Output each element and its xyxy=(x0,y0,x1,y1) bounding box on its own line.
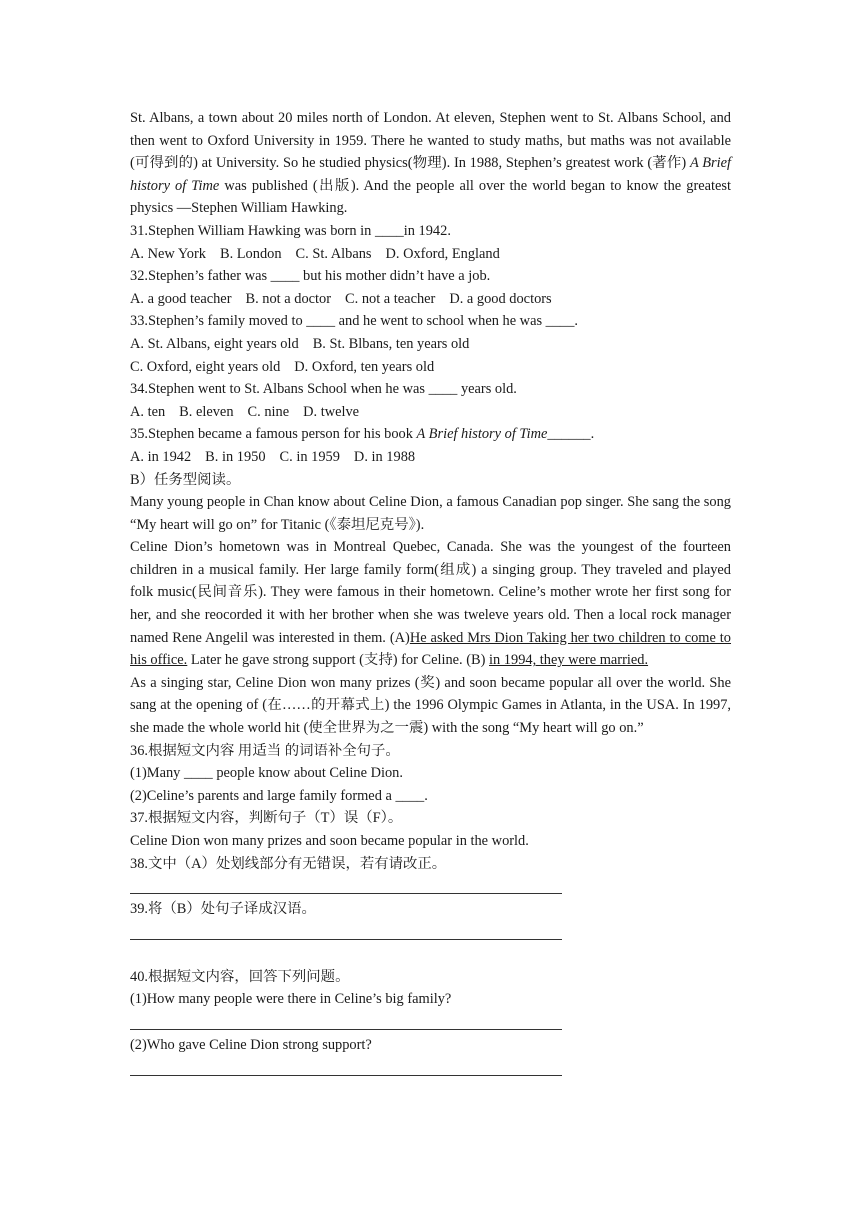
q40-stem: 40.根据短文内容，回答下列问题。 xyxy=(130,968,350,985)
passage-b-paragraph-3: As a singing star, Celine Dion won many prizes (奖) and soon became popular all over the world. She sang at the opening of (在……的开幕式上) the 1996 Olympic Games in Atlanta, in the USA. In 1997, she made the whole world hit (使全世界为之一震) with the song “My heart will go on.” xyxy=(130,674,731,737)
q34-option-a: A. ten xyxy=(130,403,166,420)
passage-a-text-2: was published (出版). And the people all over the world began to know the greatest physics —Stephen William Hawking. xyxy=(130,177,731,217)
passage-b-paragraph-2 xyxy=(130,536,731,672)
q37-sentence: Celine Dion won many prizes and soon became popular in the world. xyxy=(130,833,529,849)
spacer xyxy=(130,944,731,966)
q36-stem: 36.根据短文内容 用适当 的词语补全句子。 xyxy=(130,742,400,759)
q31-option-d: D. Oxford, England xyxy=(385,245,500,262)
q38-answer-line[interactable] xyxy=(130,875,562,894)
q31-stem: 31.Stephen William Hawking was born in ____in 1942. xyxy=(130,222,451,239)
underlined-sentence-b: in 1994, they were married. xyxy=(489,652,649,669)
book-title: A Brief history of Time xyxy=(130,155,731,194)
q34-option-c: C. nine xyxy=(247,403,290,420)
underlined-sentence-a: He asked Mrs Dion Taking her two children to come to his office. xyxy=(130,629,732,669)
q35-blank: ______. xyxy=(547,426,595,443)
passage-b-text-b: Later he gave strong support (支持) for Celine. (B) xyxy=(187,652,490,669)
q33-options-2 xyxy=(130,356,731,379)
q31-option-b: B. London xyxy=(219,245,282,262)
q33-option-d: D. Oxford, ten years old xyxy=(294,358,435,375)
q33-option-c: C. Oxford, eight years old xyxy=(130,358,281,375)
q35-options xyxy=(130,446,731,469)
q34-options xyxy=(130,401,731,424)
q33-options-1 xyxy=(130,333,731,356)
q35-option-a: A. in 1942 xyxy=(130,448,192,465)
section-b-heading: B）任务型阅读。 xyxy=(130,471,241,488)
q36-item-1: (1)Many ____ people know about Celine Dion. xyxy=(130,765,403,782)
q35-stem xyxy=(130,423,731,446)
q36-item-2: (2)Celine’s parents and large family formed a ____. xyxy=(130,787,428,804)
passage-a-text-1: St. Albans, a town about 20 miles north of London. At eleven, Stephen went to St. Albans School, and then went to Oxford University in 1959. There he wanted to study maths, but maths was not available (可得到的) at University. So he studied physics(物理). In 1988, Stephen’s greatest work (著作) xyxy=(130,110,731,172)
q38-stem: 38.文中（A）处划线部分有无错误，若有请改正。 xyxy=(130,855,447,872)
q34-stem: 34.Stephen went to St. Albans School when he was ____ years old. xyxy=(130,381,517,398)
q34-option-d: D. twelve xyxy=(303,403,360,420)
q35-option-c: C. in 1959 xyxy=(279,448,340,465)
q35-book-title: A Brief history of Time xyxy=(416,426,548,443)
q33-option-b: B. St. Blbans, ten years old xyxy=(312,335,470,352)
document-body xyxy=(130,107,731,1080)
q31-option-a: A. New York xyxy=(130,245,206,262)
q39-answer-line[interactable] xyxy=(130,921,562,940)
passage-b-paragraph-1: Many young people in Chan know about Celine Dion, a famous Canadian pop singer. She sang the song “My heart will go on” for Titanic (《泰坦尼克号》). xyxy=(130,494,731,533)
q40-2-answer-line[interactable] xyxy=(130,1057,562,1076)
q33-option-a: A. St. Albans, eight years old xyxy=(130,335,299,352)
q40-1-answer-line[interactable] xyxy=(130,1011,562,1030)
q35-stem-text: 35.Stephen became a famous person for his book xyxy=(130,426,417,443)
q40-question-2: (2)Who gave Celine Dion strong support? xyxy=(130,1036,372,1053)
q33-stem: 33.Stephen’s family moved to ____ and he went to school when he was ____. xyxy=(130,313,579,330)
q40-question-1: (1)How many people were there in Celine’s big family? xyxy=(130,991,452,1008)
q31-option-c: C. St. Albans xyxy=(295,245,372,262)
q35-option-b: B. in 1950 xyxy=(205,448,266,465)
q34-option-b: B. eleven xyxy=(179,403,234,420)
q32-stem: 32.Stephen’s father was ____ but his mother didn’t have a job. xyxy=(130,268,491,285)
q32-option-d: D. a good doctors xyxy=(449,290,552,307)
passage-b-text-a: Celine Dion’s hometown was in Montreal Quebec, Canada. She was the youngest of the fourteen children in a musical family. Her large family form(组成) a singing group. They traveled and played folk music(民间音乐). They were famous in their hometown. Celine’s mother wrote her first song for her, and she reocorded it with her brother when she was tweleve years old. Then a local rock manager named Rene Angelil was interested in them. (A) xyxy=(130,539,731,646)
q32-option-c: C. not a teacher xyxy=(345,290,436,307)
passage-a-paragraph xyxy=(130,107,731,220)
q32-option-b: B. not a doctor xyxy=(245,290,332,307)
q31-options xyxy=(130,243,731,266)
q39-stem: 39.将（B）处句子译成汉语。 xyxy=(130,901,316,918)
q37-stem: 37.根据短文内容，判断句子（T）误（F）。 xyxy=(130,810,403,827)
q32-options xyxy=(130,288,731,311)
q32-option-a: A. a good teacher xyxy=(130,290,232,307)
q35-option-d: D. in 1988 xyxy=(353,448,416,465)
